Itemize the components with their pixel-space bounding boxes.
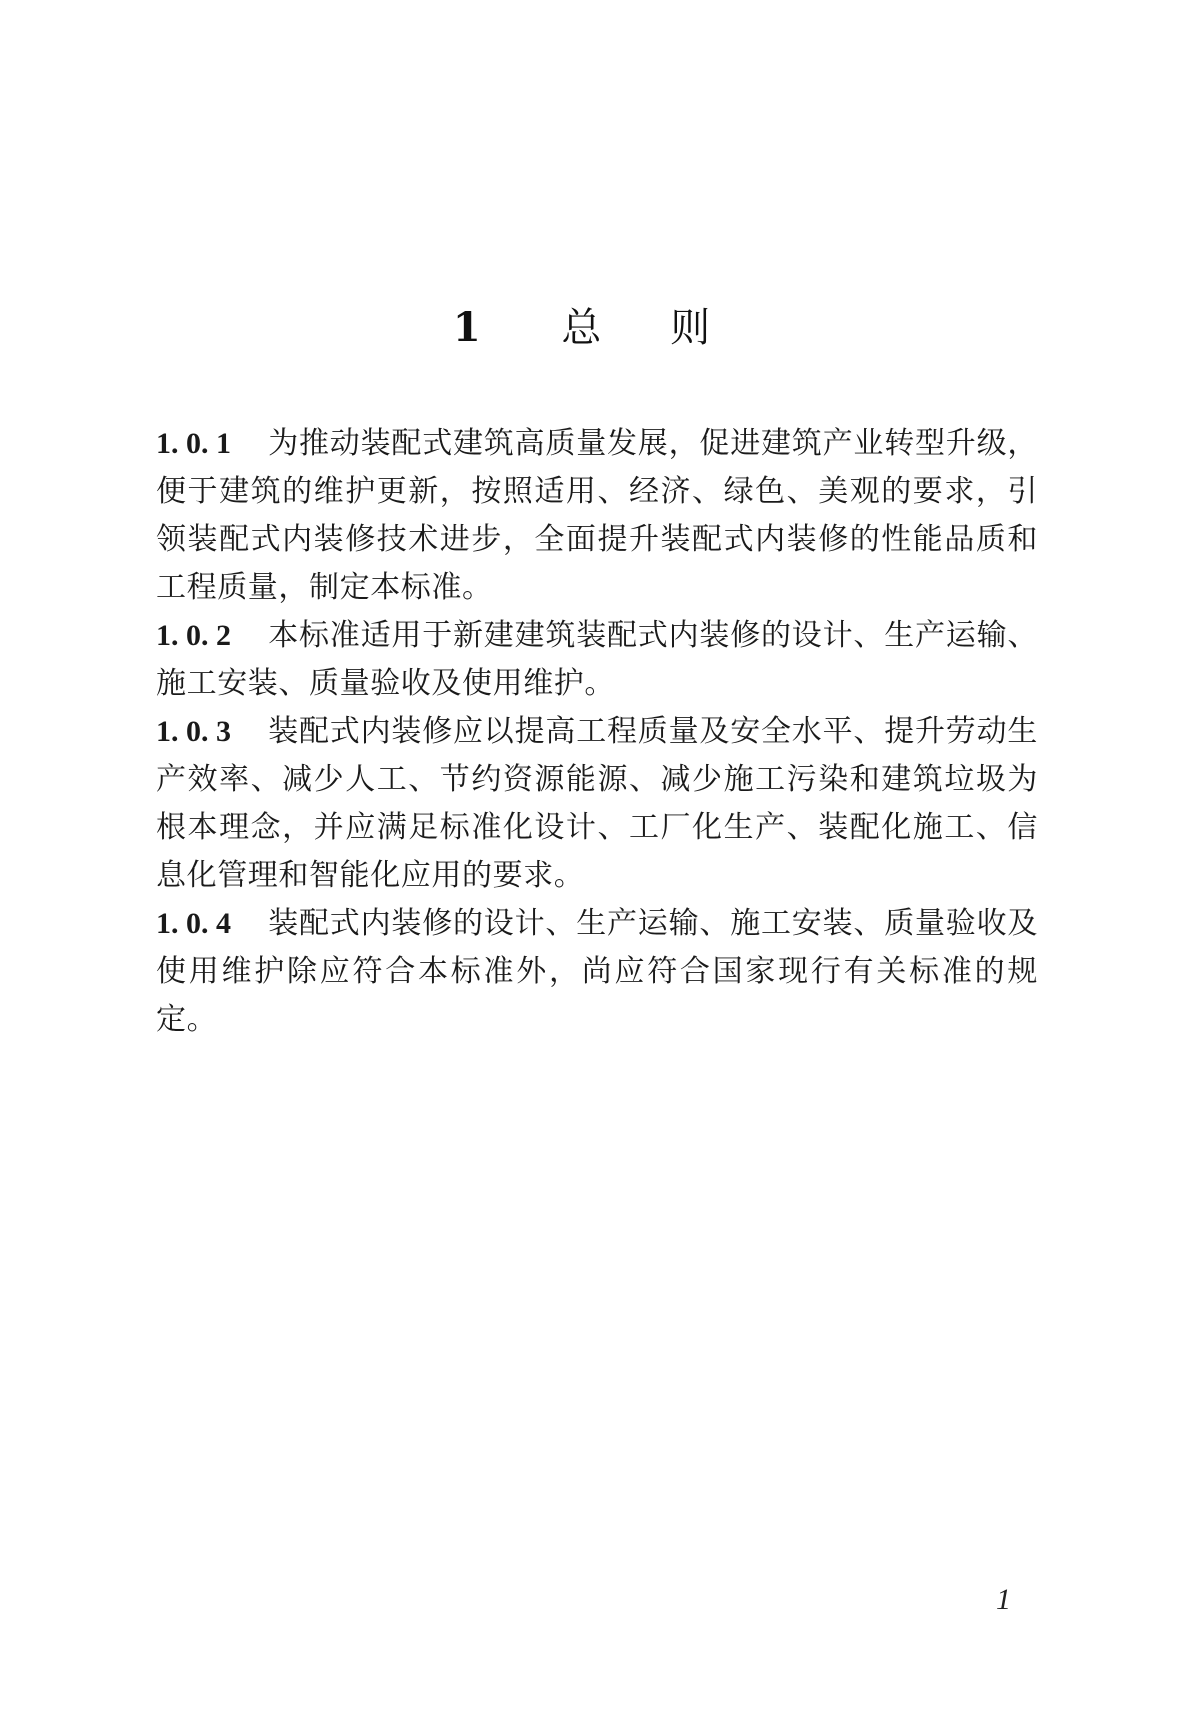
clause-1-0-2 xyxy=(156,612,1038,708)
clause-1-0-1 xyxy=(156,420,1038,612)
clause-text: 装配式内装修应以提高工程质量及安全水平、提升劳动生产效率、减少人工、节约资源能源、减少施工污染和建筑垃圾为根本理念，并应满足标准化设计、工厂化生产、装配化施工、信息化管理和智能化应用的要求。 xyxy=(156,714,1038,893)
clause-number: 1. 0. 3 xyxy=(156,715,231,748)
clause-text: 为推动装配式建筑高质量发展，促进建筑产业转型升级，便于建筑的维护更新，按照适用、经济、绿色、美观的要求，引领装配式内装修技术进步，全面提升装配式内装修的性能品质和工程质量，制定本标准。 xyxy=(156,426,1038,605)
chapter-title-char-2: 则 xyxy=(670,305,711,351)
page-number: 1 xyxy=(996,1583,1011,1616)
clause-number: 1. 0. 4 xyxy=(156,907,231,940)
chapter-title xyxy=(0,298,1191,358)
chapter-title-char-1: 总 xyxy=(561,305,602,351)
clause-text: 本标准适用于新建建筑装配式内装修的设计、生产运输、施工安装、质量验收及使用维护。 xyxy=(156,618,1038,701)
clause-number: 1. 0. 2 xyxy=(156,619,231,652)
clause-1-0-3 xyxy=(156,708,1038,900)
chapter-number: 1 xyxy=(452,304,481,351)
clause-1-0-4 xyxy=(156,900,1038,1044)
clause-text: 装配式内装修的设计、生产运输、施工安装、质量验收及使用维护除应符合本标准外，尚应符合国家现行有关标准的规定。 xyxy=(156,906,1038,1037)
clause-number: 1. 0. 1 xyxy=(156,427,231,460)
chapter-body xyxy=(156,420,1038,1044)
